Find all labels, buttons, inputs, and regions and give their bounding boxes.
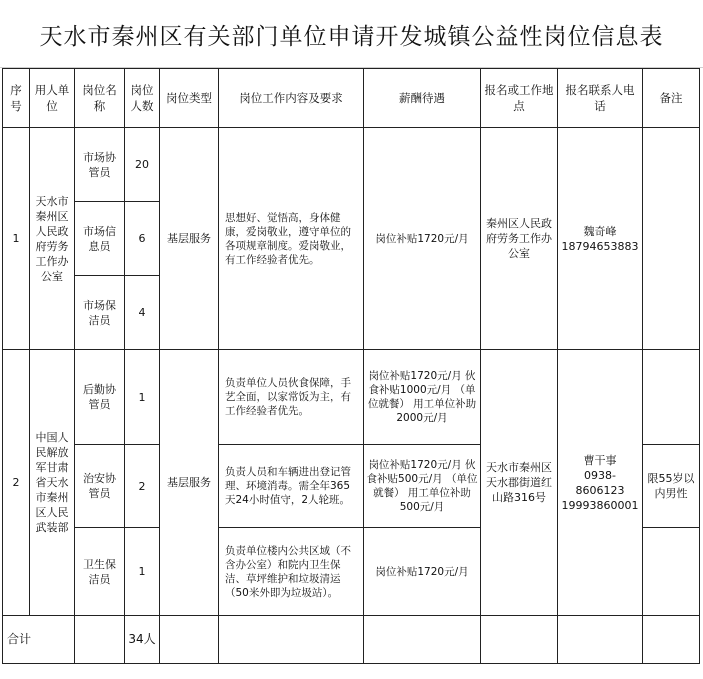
group2-post-name: 后勤协管员 xyxy=(75,350,125,445)
group2-salary: 岗位补贴1720元/月 xyxy=(364,528,481,616)
group2-contact-name: 曹干事 xyxy=(583,453,617,467)
header-address: 报名或工作地点 xyxy=(481,69,558,128)
header-content: 岗位工作内容及要求 xyxy=(219,69,364,128)
group2-post-count: 2 xyxy=(125,445,160,528)
header-post-type: 岗位类型 xyxy=(160,69,219,128)
total-empty xyxy=(75,616,125,664)
group2-content: 负责人员和车辆进出登记管理、环境消毒。需全年365天24小时值守，2人轮班。 xyxy=(219,445,364,528)
group1-contact xyxy=(558,128,643,350)
group1-seq: 1 xyxy=(3,128,30,350)
header-remark: 备注 xyxy=(643,69,700,128)
group2-post-type: 基层服务 xyxy=(160,350,219,616)
table-row xyxy=(3,350,700,445)
header-post-count: 岗位人数 xyxy=(125,69,160,128)
group2-post-name: 治安协管员 xyxy=(75,445,125,528)
total-row xyxy=(3,616,700,664)
group2-seq: 2 xyxy=(3,350,30,616)
group2-contact-phone: 0938-8606123 xyxy=(575,468,625,497)
group1-post-count: 6 xyxy=(125,202,160,276)
total-count: 34人 xyxy=(125,616,160,664)
group2-remark-bottom xyxy=(643,528,700,616)
group2-contact-mobile: 19993860001 xyxy=(561,498,639,512)
header-post-name: 岗位名称 xyxy=(75,69,125,128)
group2-address: 天水市秦州区天水郡街道红山路316号 xyxy=(481,350,558,616)
group2-post-count: 1 xyxy=(125,528,160,616)
table-row xyxy=(3,128,700,202)
total-empty xyxy=(481,616,558,664)
group2-unit: 中国人民解放军甘肃省天水市秦州区人民武装部 xyxy=(30,350,75,616)
header-salary: 薪酬待遇 xyxy=(364,69,481,128)
total-label: 合计 xyxy=(3,616,75,664)
positions-table xyxy=(2,68,700,664)
group2-post-name: 卫生保洁员 xyxy=(75,528,125,616)
group1-contact-phone: 18794653883 xyxy=(561,239,639,253)
group2-content: 负责单位楼内公共区域（不含办公室）和院内卫生保洁、草坪维护和垃圾清运（50米外即为垃圾站）。 xyxy=(219,528,364,616)
group1-salary: 岗位补贴1720元/月 xyxy=(364,128,481,350)
group2-contact xyxy=(558,350,643,616)
group1-remark xyxy=(643,128,700,350)
group1-post-type: 基层服务 xyxy=(160,128,219,350)
header-contact: 报名联系人电话 xyxy=(558,69,643,128)
group2-remark: 限55岁以内男性 xyxy=(643,445,700,528)
total-empty xyxy=(643,616,700,664)
group1-unit: 天水市秦州区人民政府劳务工作办公室 xyxy=(30,128,75,350)
group2-remark-top xyxy=(643,350,700,445)
total-empty xyxy=(160,616,219,664)
header-row xyxy=(3,69,700,128)
group1-post-count: 20 xyxy=(125,128,160,202)
group1-contact-name: 魏奇峰 xyxy=(583,224,617,238)
group2-content: 负责单位人员伙食保障，手艺全面，以家常饭为主，有工作经验者优先。 xyxy=(219,350,364,445)
group1-post-name: 市场保洁员 xyxy=(75,276,125,350)
total-empty xyxy=(219,616,364,664)
total-empty xyxy=(558,616,643,664)
group2-salary: 岗位补贴1720元/月 伙食补贴500元/月 （单位就餐） 用工单位补助500元/月 xyxy=(364,445,481,528)
group1-post-count: 4 xyxy=(125,276,160,350)
group1-post-name: 市场信息员 xyxy=(75,202,125,276)
group1-post-name: 市场协管员 xyxy=(75,128,125,202)
header-unit: 用人单位 xyxy=(30,69,75,128)
header-seq: 序号 xyxy=(3,69,30,128)
group1-content: 思想好、觉悟高，身体健康，爱岗敬业，遵守单位的各项规章制度。爱岗敬业，有工作经验者优先。 xyxy=(219,128,364,350)
page-title: 天水市秦州区有关部门单位申请开发城镇公益性岗位信息表 xyxy=(39,23,664,50)
group1-address: 秦州区人民政府劳务工作办公室 xyxy=(481,128,558,350)
group2-post-count: 1 xyxy=(125,350,160,445)
total-empty xyxy=(364,616,481,664)
group2-salary: 岗位补贴1720元/月 伙食补贴1000元/月 （单位就餐） 用工单位补助2000元/月 xyxy=(364,350,481,445)
